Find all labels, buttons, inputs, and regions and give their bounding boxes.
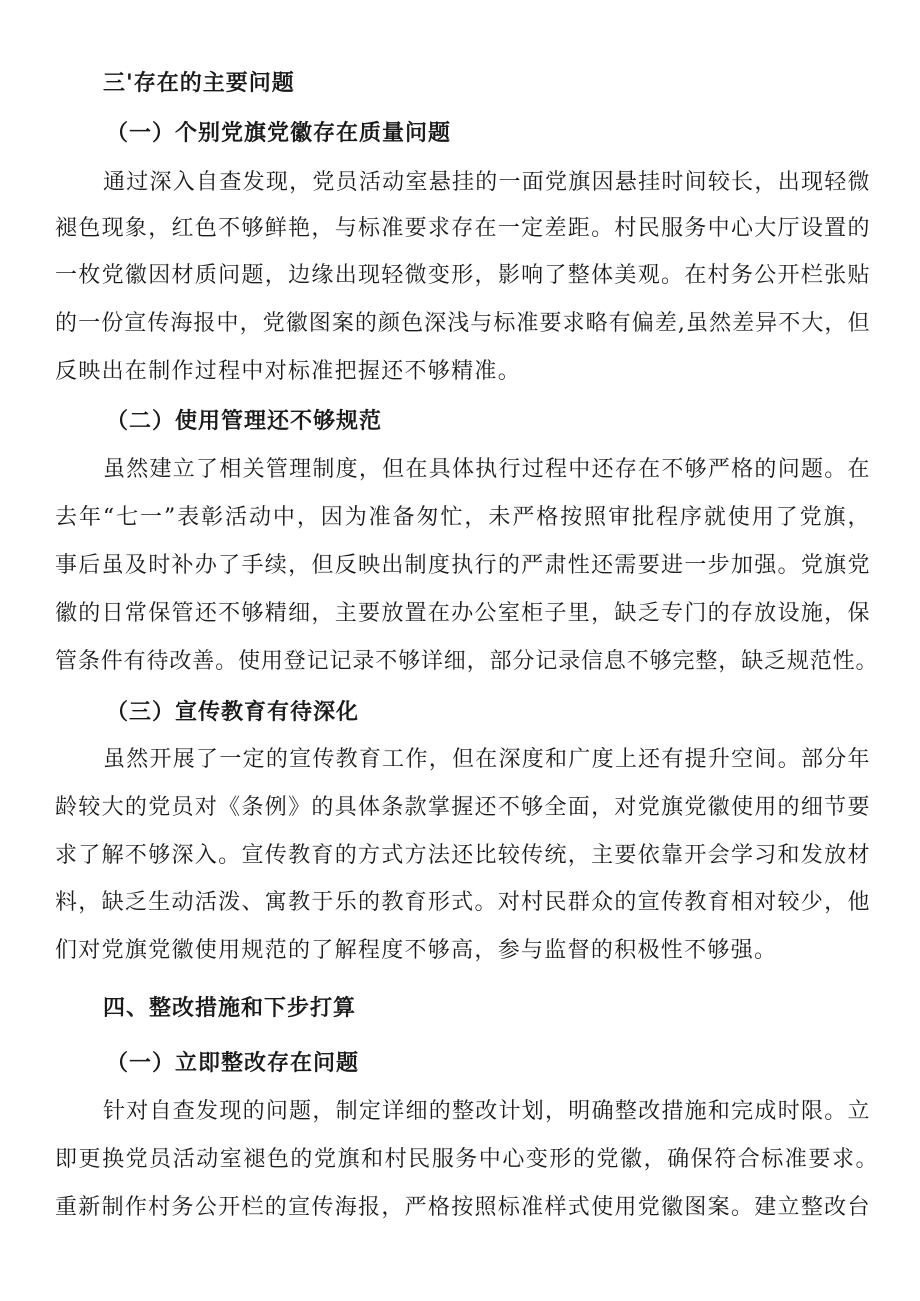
paragraph-line: 通过深入自查发现，党员活动室悬挂的一面党旗因悬挂时间较长，出现轻微 xyxy=(103,170,870,195)
paragraph-line: 一枚党徽因材质问题，边缘出现轻微变形，影响了整体美观。在村务公开栏张贴 xyxy=(55,263,870,288)
paragraph-line: 针对自查发现的问题，制定详细的整改计划，明确整改措施和完成时限。立 xyxy=(103,1099,870,1124)
paragraph-line: 即更换党员活动室褪色的党旗和村民服务中心变形的党徽，确保符合标准要求。 xyxy=(55,1147,878,1172)
paragraph-line: 反映出在制作过程中对标准把握还不够精准。 xyxy=(55,359,522,384)
paragraph-line: 虽然建立了相关管理制度，但在具体执行过程中还存在不够严格的问题。在 xyxy=(103,457,870,482)
paragraph-line: 料，缺乏生动活泼、寓教于乐的教育形式。对村民群众的宣传教育相对较少，他 xyxy=(55,890,870,915)
paragraph-line: 事后虽及时补办了手续，但反映出制度执行的严肃性还需要进一步加强。党旗党 xyxy=(55,553,870,578)
subsection-heading: （二）使用管理还不够规范 xyxy=(106,408,383,434)
paragraph-line: 龄较大的党员对《条例》的具体条款掌握还不够全面，对党旗党徽使用的细节要 xyxy=(55,795,870,820)
paragraph-line: 重新制作村务公开栏的宣传海报，严格按照标准样式使用党徽图案。建立整改台 xyxy=(55,1195,870,1220)
paragraph-line: 徽的日常保管还不够精细，主要放置在办公室柜子里，缺乏专门的存放设施，保 xyxy=(55,601,870,626)
subsection-heading: （一）立即整改存在问题 xyxy=(106,1050,360,1076)
paragraph-line: 的一份宣传海报中，党徽图案的颜色深浅与标准要求略有偏差,虽然差异不大，但 xyxy=(55,311,870,336)
paragraph-line: 虽然开展了一定的宣传教育工作，但在深度和广度上还有提升空间。部分年 xyxy=(103,747,870,772)
subsection-heading: （三）宣传教育有待深化 xyxy=(106,699,360,725)
subsection-heading: （一）个别党旗党徽存在质量问题 xyxy=(106,120,452,146)
paragraph-line: 褪色现象，红色不够鲜艳，与标准要求存在一定差距。村民服务中心大厅设置的 xyxy=(55,216,870,241)
section-heading: 三'存在的主要问题 xyxy=(103,70,295,96)
paragraph-line: 去年“七一”表彰活动中，因为准备匆忙，未严格按照审批程序就使用了党旗， xyxy=(55,505,870,530)
paragraph-line: 求了解不够深入。宣传教育的方式方法还比较传统，主要依靠开会学习和发放材 xyxy=(55,843,870,868)
paragraph-line: 们对党旗党徽使用规范的了解程度不够高，参与监督的积极性不够强。 xyxy=(55,938,778,963)
section-heading: 四、整改措施和下步打算 xyxy=(103,995,357,1021)
paragraph-line: 管条件有待改善。使用登记记录不够详细，部分记录信息不够完整，缺乏规范性。 xyxy=(55,649,878,674)
